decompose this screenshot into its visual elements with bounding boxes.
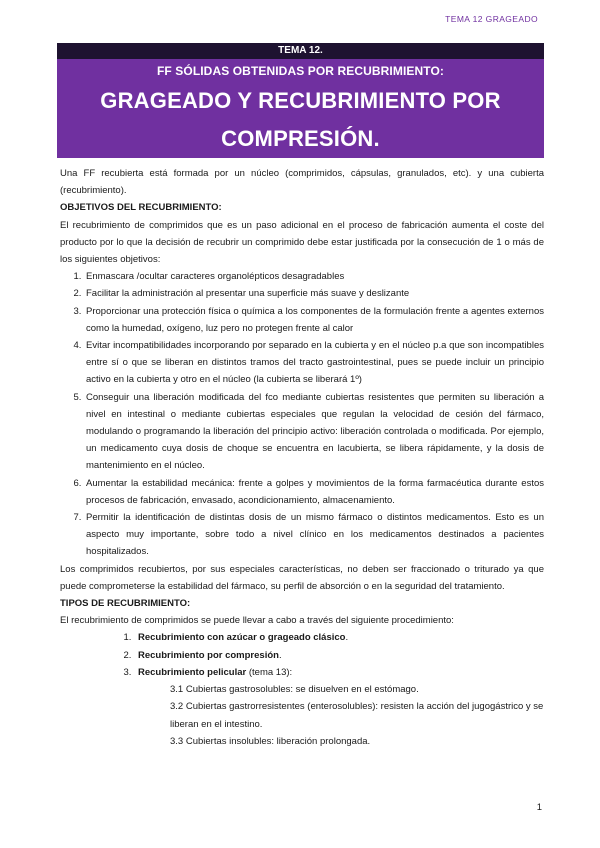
objective-item: 3. Proporcionar una protección física o química a los componentes de la formulación frente a agentes externos como la humedad, oxígeno, luz pero no protegen frente al calor (84, 303, 544, 337)
page-title-line-1: GRAGEADO Y RECUBRIMIENTO POR (100, 88, 501, 113)
subtype-item: 3.3 Cubiertas insolubles: liberación prolongada. (170, 735, 371, 747)
type-item (134, 647, 544, 664)
type-item-name: Recubrimiento por compresión (138, 649, 279, 661)
subtype-item: 3.1 Cubiertas gastrosolubles: se disuelven en el estómago. (170, 684, 419, 696)
objective-item: 2. Facilitar la administración al presentar una superficie más suave y deslizante (84, 285, 544, 302)
objectives-list (60, 268, 544, 560)
types-intro: El recubrimiento de comprimidos se puede llevar a cabo a través del siguiente procedimiento: (60, 615, 454, 627)
objective-item: 7. Permitir la identificación de distintas dosis de un mismo fármaco o distintos medicamentos. Esto es un aspecto muy importante, sobre todo a nivel clínico en los medicamentos destinados a pacientes hospitalizados. (84, 509, 544, 561)
objectives-paragraph: El recubrimiento de comprimidos que es un paso adicional en el proceso de fabricación aumenta el coste del producto por lo que la decisión de recubrir un comprimido debe estar justificada por la consecución de 1 o más de los siguientes objetivos: (60, 219, 544, 266)
type-item-name: Recubrimiento con azúcar o grageado clásico (138, 632, 346, 644)
title-banner (57, 59, 544, 158)
document-body (60, 165, 544, 750)
types-list (60, 629, 544, 681)
type-item-rest: (tema 13): (246, 666, 293, 678)
objective-item: 4. Evitar incompatibilidades incorporando por separado en la cubierta y en el núcleo p.a que son incompatibles entre sí o que se liberan en distintos tramos del tracto gastrointestinal, pues se puede incluir un principio activo en la cubierta y otro en el núcleo (la cubierta se liberará 1º) (84, 337, 544, 389)
types-heading: TIPOS DE RECUBRIMIENTO: (60, 598, 191, 610)
page-title-line-2: COMPRESIÓN. (221, 126, 380, 151)
banner-subtitle: FF SÓLIDAS OBTENIDAS POR RECUBRIMIENTO: (156, 64, 445, 78)
objective-item: 6. Aumentar la estabilidad mecánica: frente a golpes y movimientos de la forma farmacéutica durante estos procesos de fabricación, envasado, acondicionamiento, almacenamiento. (84, 475, 544, 509)
page-number: 1 (536, 802, 542, 813)
closing-paragraph: Los comprimidos recubiertos, por sus especiales características, no deben ser fraccionado o triturado ya que puede comprometerse la estabilidad del fármaco, su perfil de absorción o en la seguridad del tratamiento. (60, 563, 544, 592)
type-item-name: Recubrimiento pelicular (138, 666, 247, 678)
objective-item: 1. Enmascara /ocultar caracteres organolépticos desagradables (84, 268, 544, 285)
type-item (134, 629, 544, 646)
objective-item: 5. Conseguir una liberación modificada del fco mediante cubiertas resistentes que permiten su liberación a nivel en intestinal o mediante cubiertas especiales que regulan la velocidad de cesión del fármaco, modulando o programando la liberación del principio activo: liberación controlada o modificada. Por ejemplo, un medicamento cuya dosis de choque se encuentra en lacubierta, se libera rápidamente, y la dosis de mantenimiento en el núcleo. (84, 389, 544, 475)
type-item (134, 664, 544, 681)
intro-paragraph: Una FF recubierta está formada por un núcleo (comprimidos, cápsulas, granulados, etc). y una cubierta (recubrimiento). (60, 168, 544, 197)
type-item-rest: . (278, 649, 282, 661)
topic-number-banner: TEMA 12. (57, 43, 544, 59)
running-header: TEMA 12 GRAGEADO (445, 14, 538, 24)
type-item-rest: . (345, 632, 349, 644)
page-title (57, 82, 544, 158)
subtype-item: 3.2 Cubiertas gastrorresistentes (enterosolubles): resisten la acción del jugogástrico y se liberan en el intestino. (170, 701, 544, 730)
objectives-heading: OBJETIVOS DEL RECUBRIMIENTO: (60, 202, 222, 214)
